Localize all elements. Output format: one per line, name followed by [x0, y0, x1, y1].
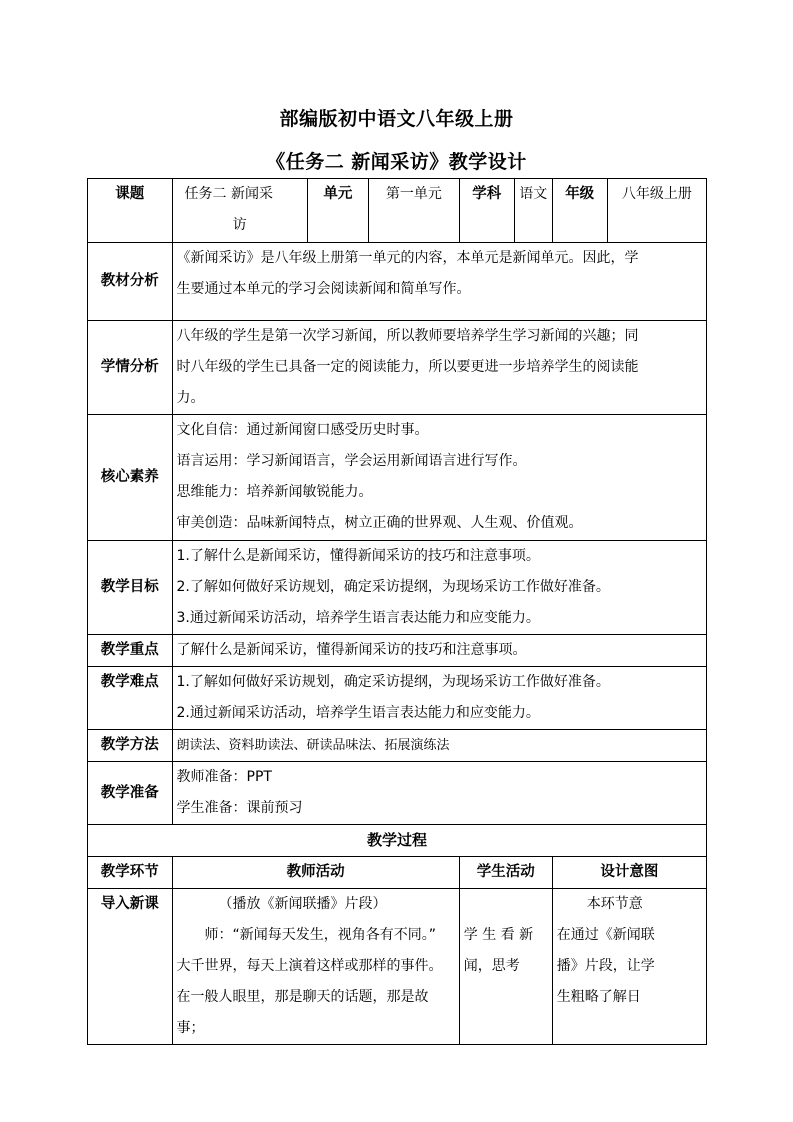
- literacy-row: [88, 415, 707, 541]
- learner-content: [172, 321, 707, 415]
- prep-line: 学生准备：课前预习: [176, 800, 303, 816]
- subject-value: 语文: [514, 179, 552, 243]
- subject-label: 学科: [459, 179, 514, 243]
- topic-line-1: 任务二 新闻采: [184, 186, 273, 202]
- intent-line: 生粗略了解日: [556, 989, 641, 1005]
- intent-line: 播》片段，让学: [556, 958, 655, 974]
- learner-label: 学情分析: [88, 321, 173, 415]
- method-row: [88, 730, 707, 762]
- focus-row: [88, 635, 707, 667]
- learner-line: 时八年级的学生已具备一定的阅读能力，所以要更进一步培养学生的阅读能: [176, 359, 639, 375]
- literacy-label: 核心素养: [88, 415, 173, 541]
- teacher-activity-intro: [172, 889, 459, 1045]
- student-line: 学 生 看 新: [463, 927, 534, 943]
- topic-line-2: 访: [232, 217, 247, 233]
- lesson-plan-table: [87, 178, 707, 1045]
- document-subtitle: 《任务二 新闻采访》教学设计: [266, 151, 527, 173]
- method-content: [172, 730, 707, 762]
- process-row-intro: [88, 889, 707, 1045]
- focus-content: [172, 635, 707, 667]
- goals-row: [88, 541, 707, 635]
- col-stage-header: 教学环节: [88, 857, 173, 889]
- difficulty-line: 2.通过新闻采访活动，培养学生语言表达能力和应变能力。: [176, 705, 540, 721]
- process-title: 教学过程: [88, 825, 707, 857]
- teacher-line: 大千世界，每天上演着这样或那样的事件。: [176, 958, 443, 974]
- literacy-line: 语言运用：学习新闻语言，学会运用新闻语言进行写作。: [176, 453, 527, 469]
- method-label: 教学方法: [88, 730, 173, 762]
- grade-label: 年级: [552, 179, 607, 243]
- learner-line: 八年级的学生是第一次学习新闻，所以教师要培养学生学习新闻的兴趣；同: [176, 328, 639, 344]
- prep-line: 教师准备：PPT: [176, 769, 272, 785]
- goals-line: 3.通过新闻采访活动，培养学生语言表达能力和应变能力。: [176, 610, 540, 626]
- goals-line: 2.了解如何做好采访规划，确定采访提纲，为现场采访工作做好准备。: [176, 579, 610, 595]
- literacy-content: [172, 415, 707, 541]
- unit-label: 单元: [307, 179, 368, 243]
- method-line: 朗读法、资料助读法、研读品味法、拓展演练法: [176, 738, 450, 753]
- goals-content: [172, 541, 707, 635]
- material-content: [172, 243, 707, 321]
- grade-value: 八年级上册: [607, 179, 706, 243]
- topic-value: [172, 179, 307, 243]
- prep-content: [172, 762, 707, 825]
- goals-label: 教学目标: [88, 541, 173, 635]
- material-row: [88, 243, 707, 321]
- literacy-line: 审美创造：品味新闻特点，树立正确的世界观、人生观、价值观。: [176, 515, 583, 531]
- material-line: 生要通过本单元的学习会阅读新闻和简单写作。: [176, 281, 471, 297]
- learner-line: 力。: [176, 390, 205, 406]
- difficulty-row: [88, 667, 707, 730]
- intent-intro: [552, 889, 706, 1045]
- literacy-line: 文化自信：通过新闻窗口感受历史时事。: [176, 422, 429, 438]
- difficulty-content: [172, 667, 707, 730]
- topic-label: 课题: [88, 179, 173, 243]
- col-teacher-header: 教师活动: [172, 857, 459, 889]
- col-intent-header: 设计意图: [552, 857, 706, 889]
- process-header-row: [88, 857, 707, 889]
- stage-intro: 导入新课: [88, 889, 173, 1045]
- document-title: 部编版初中语文八年级上册: [279, 108, 514, 130]
- student-line: 闻，思考: [463, 958, 520, 974]
- intent-line: 本环节意: [586, 896, 643, 912]
- header-row: [88, 179, 707, 243]
- learner-row: [88, 321, 707, 415]
- literacy-line: 思维能力：培养新闻敏锐能力。: [176, 484, 373, 500]
- teacher-line: 师：“新闻每天发生，视角各有不同。”: [204, 927, 437, 943]
- goals-line: 1.了解什么是新闻采访，懂得新闻采访的技巧和注意事项。: [176, 548, 540, 564]
- difficulty-label: 教学难点: [88, 667, 173, 730]
- difficulty-line: 1.了解如何做好采访规划，确定采访提纲，为现场采访工作做好准备。: [176, 674, 610, 690]
- process-title-row: [88, 825, 707, 857]
- col-student-header: 学生活动: [459, 857, 552, 889]
- student-activity-intro: [459, 889, 552, 1045]
- material-label: 教材分析: [88, 243, 173, 321]
- material-line: 《新闻采访》是八年级上册第一单元的内容，本单元是新闻单元。因此，学: [176, 250, 639, 266]
- teacher-line: 在一般人眼里，那是聊天的话题，那是故事；: [176, 989, 429, 1036]
- unit-value: 第一单元: [368, 179, 459, 243]
- intent-line: 在通过《新闻联: [556, 927, 655, 943]
- focus-line: 了解什么是新闻采访，懂得新闻采访的技巧和注意事项。: [176, 642, 527, 658]
- teacher-line: （播放《新闻联播》片段）: [218, 896, 387, 912]
- prep-label: 教学准备: [88, 762, 173, 825]
- focus-label: 教学重点: [88, 635, 173, 667]
- prep-row: [88, 762, 707, 825]
